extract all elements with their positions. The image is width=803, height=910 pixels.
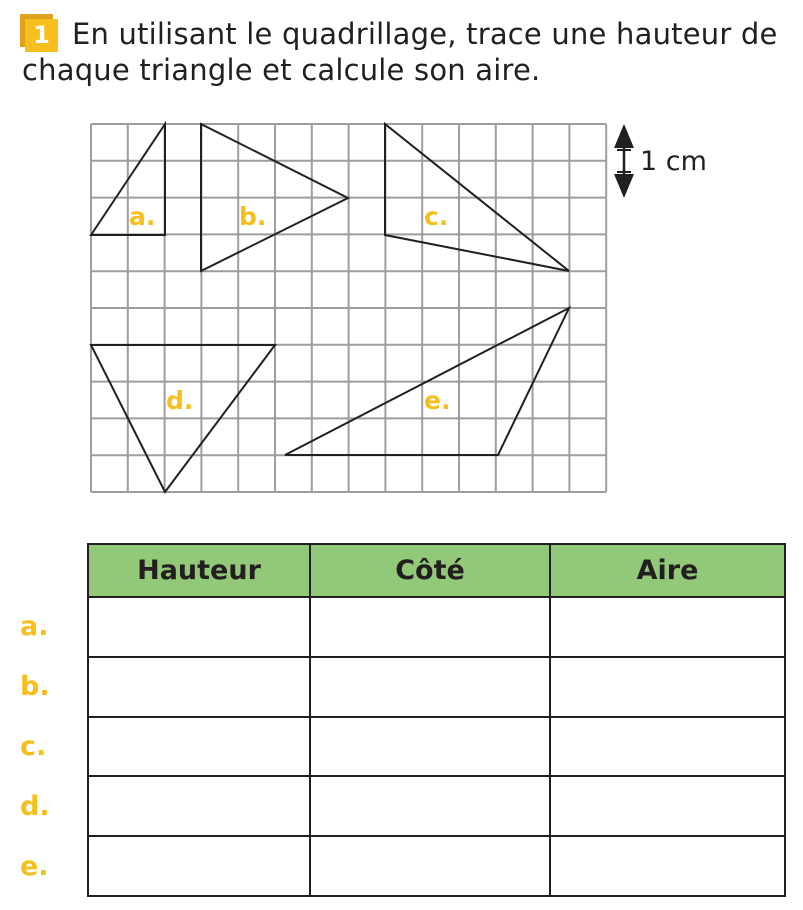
- cell-d-aire[interactable]: [550, 776, 785, 836]
- cell-a-hauteur[interactable]: [88, 597, 310, 657]
- row-label-d: d.: [20, 791, 50, 822]
- arrow-down-icon: [614, 174, 634, 198]
- table-row: [88, 836, 785, 896]
- scale-label: 1 cm: [640, 146, 707, 177]
- scale-indicator: [614, 124, 707, 198]
- table-row: [88, 717, 785, 777]
- header-aire: Aire: [550, 544, 785, 597]
- row-label-b: b.: [20, 671, 50, 702]
- cell-e-cote[interactable]: [310, 836, 550, 896]
- triangle-label-d: d.: [166, 386, 194, 415]
- row-label-e: e.: [20, 851, 49, 882]
- cell-e-hauteur[interactable]: [88, 836, 310, 896]
- cell-e-aire[interactable]: [550, 836, 785, 896]
- triangle-label-e: e.: [424, 386, 451, 415]
- triangle-label-a: a.: [129, 202, 156, 231]
- grid: [91, 124, 606, 492]
- exercise-number: 1: [25, 19, 58, 52]
- triangle-label-b: b.: [239, 202, 267, 231]
- row-label-c: c.: [20, 731, 47, 762]
- header-hauteur: Hauteur: [88, 544, 310, 597]
- row-label-a: a.: [20, 611, 49, 642]
- cell-d-cote[interactable]: [310, 776, 550, 836]
- table-row: [88, 597, 785, 657]
- cell-c-aire[interactable]: [550, 717, 785, 777]
- cell-b-aire[interactable]: [550, 657, 785, 717]
- cell-d-hauteur[interactable]: [88, 776, 310, 836]
- cell-a-cote[interactable]: [310, 597, 550, 657]
- cell-c-cote[interactable]: [310, 717, 550, 777]
- table-row: [88, 776, 785, 836]
- table-header-row: [88, 544, 785, 597]
- answer-table: [87, 543, 786, 897]
- table-row: [88, 657, 785, 717]
- cell-c-hauteur[interactable]: [88, 717, 310, 777]
- cell-b-cote[interactable]: [310, 657, 550, 717]
- exercise-instruction: En utilisant le quadrillage, trace une hauteur de chaque triangle et calcule son aire.: [22, 17, 778, 87]
- arrow-up-icon: [614, 124, 634, 148]
- cell-b-hauteur[interactable]: [88, 657, 310, 717]
- cell-a-aire[interactable]: [550, 597, 785, 657]
- triangle-label-c: c.: [424, 202, 449, 231]
- header-cote: Côté: [310, 544, 550, 597]
